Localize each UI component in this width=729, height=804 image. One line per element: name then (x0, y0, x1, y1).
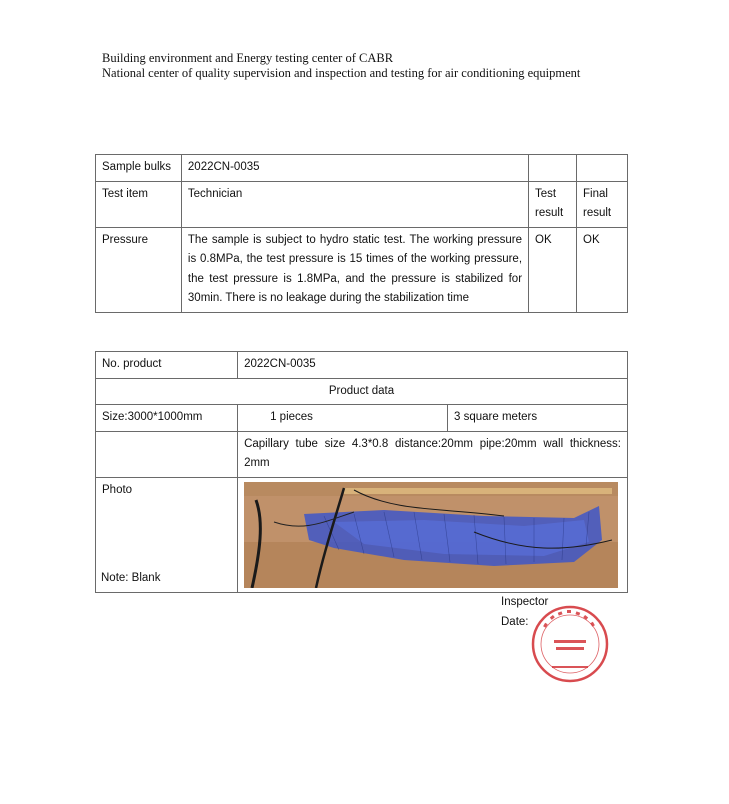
note-text: Note: Blank (101, 572, 161, 584)
size-cell: Size:3000*1000mm (96, 405, 238, 432)
document-header (102, 51, 580, 81)
empty-cell (577, 155, 628, 182)
photo-label: Photo (96, 477, 238, 592)
pressure-item: Pressure (96, 227, 182, 312)
sample-bulks-value: 2022CN-0035 (181, 155, 528, 182)
photo-cell (238, 477, 628, 592)
table-row (96, 405, 628, 432)
pressure-description: The sample is subject to hydro static test. The working pressure is 0.8MPa, the test pressure is 15 times of the working pressure, the test pressure is 1.8MPa, and the pressure is stabilized for 30min. There is no leakage during the stabilization time (181, 227, 528, 312)
table-row (96, 227, 628, 312)
test-item-label: Test item (96, 181, 182, 227)
table-row (96, 477, 628, 592)
pressure-final-result: OK (577, 227, 628, 312)
product-data-title: Product data (96, 378, 628, 405)
product-number-value: 2022CN-0035 (238, 352, 628, 379)
test-result-header: Test result (529, 181, 577, 227)
pieces-cell: 1 pieces (238, 405, 448, 432)
capillary-mat-image (244, 482, 618, 588)
official-seal-icon (530, 604, 610, 684)
product-number-label: No. product (96, 352, 238, 379)
product-data-table (95, 351, 628, 593)
table-row (96, 431, 628, 477)
table-row (96, 155, 628, 182)
technician-label: Technician (181, 181, 528, 227)
product-photo (244, 482, 618, 588)
table-row (96, 181, 628, 227)
header-line-2: National center of quality supervision and inspection and testing for air conditioning equipment (102, 66, 581, 80)
sample-bulks-label: Sample bulks (96, 155, 182, 182)
empty-cell (96, 431, 238, 477)
table-row (96, 378, 628, 405)
empty-cell (529, 155, 577, 182)
specs-cell: Capillary tube size 4.3*0.8 distance:20mm pipe:20mm wall thickness: 2mm (238, 431, 628, 477)
inspector-label: Inspector (501, 596, 549, 608)
date-label: Date: (501, 616, 529, 628)
test-result-table (95, 154, 628, 313)
area-cell: 3 square meters (448, 405, 628, 432)
final-result-header: Final result (577, 181, 628, 227)
pressure-test-result: OK (529, 227, 577, 312)
table-row (96, 352, 628, 379)
header-line-1: Building environment and Energy testing center of CABR (102, 51, 394, 65)
